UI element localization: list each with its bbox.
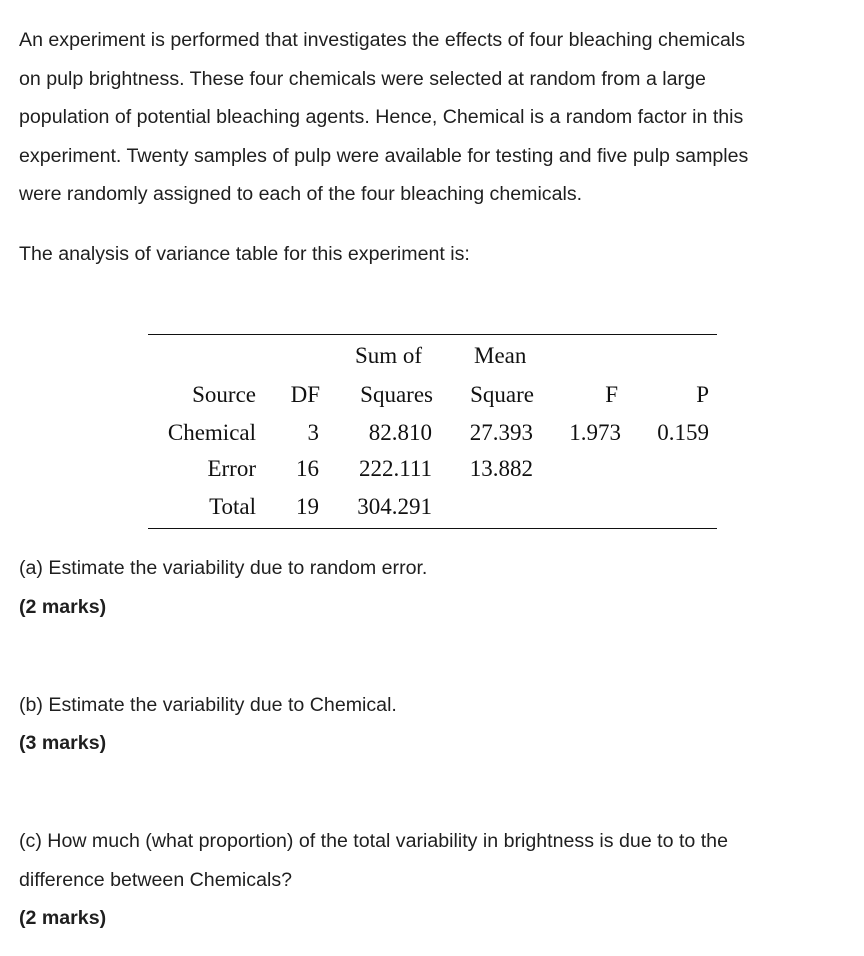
row-error-ss: 222.111: [358, 456, 432, 481]
row-error-df: 16: [296, 456, 319, 481]
row-error-source: Error: [207, 456, 256, 481]
question-a: (a) Estimate the variability due to random error.: [19, 557, 428, 579]
question-c-marks: (2 marks): [19, 907, 107, 929]
row-chemical-ss: 82.810: [368, 420, 432, 445]
question-c-line2: difference between Chemicals?: [19, 869, 293, 891]
anova-table: [148, 334, 717, 529]
row-chemical-source: Chemical: [167, 420, 256, 445]
header-f: F: [605, 382, 618, 407]
intro-line: An experiment is performed that investigates the effects of four bleaching chemicals: [19, 29, 746, 51]
row-chemical-p: 0.159: [657, 420, 709, 445]
row-total-ss: 304.291: [357, 494, 432, 519]
row-error-ms: 13.882: [469, 456, 533, 481]
header-p: P: [696, 382, 709, 407]
header-df: DF: [290, 382, 320, 407]
question-b: (b) Estimate the variability due to Chemical.: [19, 694, 397, 716]
header-sum-of: Sum of: [355, 343, 423, 368]
row-total-df: 19: [296, 494, 319, 519]
row-chemical-df: 3: [307, 420, 319, 445]
intro-line: were randomly assigned to each of the four bleaching chemicals.: [19, 183, 583, 206]
row-chemical-f: 1.973: [569, 420, 621, 445]
intro-line: population of potential bleaching agents. Hence, Chemical is a random factor in this: [19, 106, 744, 129]
header-square: Square: [470, 382, 534, 407]
header-squares: Squares: [360, 382, 433, 407]
intro-line: experiment. Twenty samples of pulp were available for testing and five pulp samples: [19, 144, 749, 167]
header-mean: Mean: [474, 343, 527, 368]
header-source: Source: [192, 382, 256, 407]
intro-paragraph: [19, 21, 844, 214]
row-total-source: Total: [209, 494, 256, 519]
question-c-line1: (c) How much (what proportion) of the total variability in brightness is due to to the: [19, 830, 728, 852]
table-lead-text: The analysis of variance table for this experiment is:: [19, 243, 470, 265]
row-chemical-ms: 27.393: [469, 420, 533, 445]
intro-line: on pulp brightness. These four chemicals were selected at random from a large: [19, 67, 706, 90]
question-b-marks: (3 marks): [19, 732, 107, 754]
question-a-marks: (2 marks): [19, 596, 107, 618]
